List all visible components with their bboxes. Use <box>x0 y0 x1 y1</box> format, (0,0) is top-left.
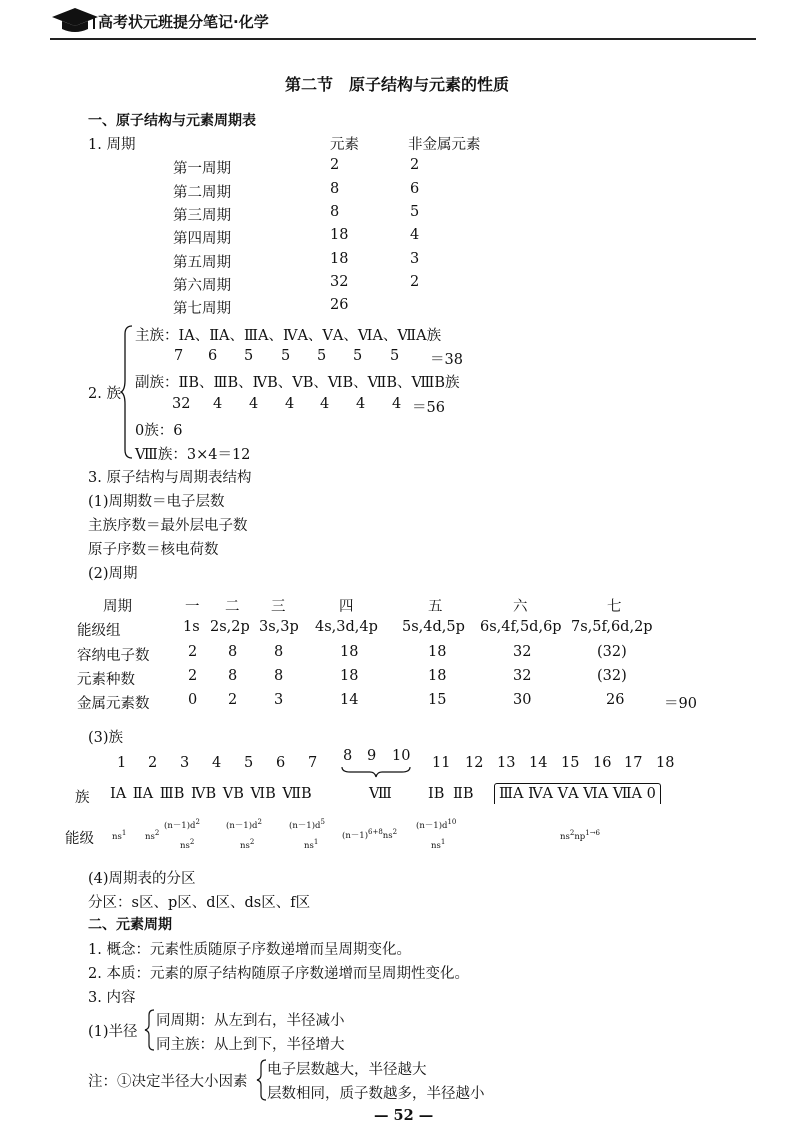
blocks-text: 分区：s区、p区、d区、ds区、f区 <box>88 895 311 911</box>
period-elements: 2 <box>330 157 340 173</box>
main-count: 5 <box>244 348 254 364</box>
part1-heading: 一、原子结构与元素周期表 <box>88 113 256 129</box>
period-nonmetal: 5 <box>410 204 420 220</box>
structure-line-3: 原子序数＝核电荷数 <box>88 542 219 558</box>
note-b: 层数相同，质子数越多，半径越小 <box>267 1086 485 1102</box>
period-elements: 8 <box>330 181 340 197</box>
family-number: 18 <box>656 755 675 771</box>
table-header-cell: 七 <box>607 599 622 615</box>
family-number: 6 <box>276 755 286 771</box>
table-cell: 4s,3d,4p <box>315 619 378 635</box>
main-count: 5 <box>281 348 291 364</box>
table-cell: 2 <box>188 644 198 660</box>
sub-count: 4 <box>285 396 295 412</box>
table-cell: 2 <box>228 692 238 708</box>
family-number: 1 <box>117 755 127 771</box>
periods-label: 1. 周期 <box>88 137 136 153</box>
level-ns1: $ns^1$ <box>112 829 127 842</box>
main-total: ＝38 <box>430 352 463 368</box>
level-d-bottom: $ns^1$ <box>431 838 446 851</box>
main-count: 5 <box>390 348 400 364</box>
table-cell: 8 <box>274 668 284 684</box>
table-cell: 32 <box>513 644 532 660</box>
family-names-mid: ⅠB ⅡB <box>428 786 474 802</box>
table-cell: 15 <box>428 692 447 708</box>
graduation-cap-icon <box>50 4 100 34</box>
period-elements: 8 <box>330 204 340 220</box>
main-count: 7 <box>174 348 184 364</box>
table-row-label: 容纳电子数 <box>77 648 150 664</box>
table-cell: 32 <box>513 668 532 684</box>
table-header-cell: 一 <box>185 599 200 615</box>
family-number: 16 <box>593 755 612 771</box>
family-row-label: 族 <box>75 790 90 806</box>
table-cell: 5s,4d,5p <box>402 619 465 635</box>
zero-group: 0族：6 <box>135 423 183 439</box>
structure-line-1: (1)周期数＝电子层数 <box>88 494 225 510</box>
table-header-cell: 四 <box>339 599 354 615</box>
period-elements: 26 <box>330 297 349 313</box>
radius-period: 同周期：从左到右，半径减小 <box>156 1013 345 1029</box>
table-header-cell: 三 <box>271 599 286 615</box>
period-name: 第六周期 <box>173 278 231 294</box>
part2-line-1: 1. 概念：元素性质随原子序数递增而呈周期变化。 <box>88 942 411 958</box>
table-cell: 8 <box>228 644 238 660</box>
section-title: 第二节 原子结构与元素的性质 <box>285 75 510 94</box>
table-cell: (32) <box>597 668 627 684</box>
sub-count: 4 <box>320 396 330 412</box>
family-number: 5 <box>244 755 254 771</box>
period-nonmetal: 2 <box>410 274 420 290</box>
table-header-cell: 二 <box>225 599 240 615</box>
table-cell: 8 <box>274 644 284 660</box>
radius-brace <box>144 1008 156 1052</box>
period-elements: 18 <box>330 227 349 243</box>
family-number: 12 <box>465 755 484 771</box>
period-elements: 18 <box>330 251 349 267</box>
period-elements: 32 <box>330 274 349 290</box>
part2-line-3: 3. 内容 <box>88 990 136 1006</box>
level-p: $ns^2np^{1\to 6}$ <box>560 829 601 842</box>
table-cell: 2 <box>188 668 198 684</box>
part2-heading: 二、元素周期 <box>88 917 172 933</box>
family-names-right: ⅢA ⅣA ⅤA ⅥA ⅦA 0 <box>494 783 661 804</box>
col-elements: 元素 <box>330 137 359 153</box>
table-total: ＝90 <box>664 696 697 712</box>
table-cell: 7s,5f,6d,2p <box>571 619 653 635</box>
main-count: 5 <box>317 348 327 364</box>
sub-groups: 副族：ⅡB、ⅢB、ⅣB、ⅤB、ⅥB、ⅦB、ⅧB族 <box>135 375 460 391</box>
note-label: 注：①决定半径大小因素 <box>88 1074 248 1090</box>
viii-brace <box>340 765 412 779</box>
period-name: 第七周期 <box>173 301 231 317</box>
table-cell: 18 <box>428 668 447 684</box>
table-header-cell: 五 <box>428 599 443 615</box>
period-name: 第三周期 <box>173 208 231 224</box>
family-number: 11 <box>432 755 451 771</box>
table-cell: (32) <box>597 644 627 660</box>
family-number: 2 <box>148 755 158 771</box>
family-number: 10 <box>392 748 411 764</box>
table-cell: 14 <box>340 692 359 708</box>
level-d-top: $(n-1)d^5$ <box>289 818 325 831</box>
header-rule <box>50 38 756 40</box>
table-row-label: 元素种数 <box>77 672 135 688</box>
sub-count: 4 <box>249 396 259 412</box>
family-number: 3 <box>180 755 190 771</box>
sub-count: 4 <box>356 396 366 412</box>
structure-line-2: 主族序数＝最外层电子数 <box>88 518 248 534</box>
family-number: 7 <box>308 755 318 771</box>
family-viii: Ⅷ <box>369 786 392 802</box>
main-count: 5 <box>353 348 363 364</box>
main-groups: 主族：ⅠA、ⅡA、ⅢA、ⅣA、ⅤA、ⅥA、ⅦA族 <box>135 328 442 344</box>
family-number: 13 <box>497 755 516 771</box>
level-d-bottom: $ns^2$ <box>240 838 255 851</box>
period-name: 第一周期 <box>173 161 231 177</box>
radius-group: 同主族：从上到下，半径增大 <box>156 1037 345 1053</box>
period-nonmetal: 6 <box>410 181 420 197</box>
table-cell: 18 <box>428 644 447 660</box>
note-a: 电子层数越大，半径越大 <box>267 1062 427 1078</box>
table-cell: 1s <box>183 619 200 635</box>
period-nonmetal: 4 <box>410 227 420 243</box>
period-nonmetal: 2 <box>410 157 420 173</box>
main-count: 6 <box>208 348 218 364</box>
level-d-top: $(n-1)d^{10}$ <box>416 818 457 831</box>
table-cell: 8 <box>228 668 238 684</box>
table-cell: 3 <box>274 692 284 708</box>
period-nonmetal: 3 <box>410 251 420 267</box>
table-cell: 6s,4f,5d,6p <box>480 619 562 635</box>
period-name: 第五周期 <box>173 255 231 271</box>
part2-line-2: 2. 本质：元素的原子结构随原子序数递增而呈周期性变化。 <box>88 966 469 982</box>
level-label: 能级 <box>65 831 94 847</box>
table-cell: 18 <box>340 644 359 660</box>
level-d-top: $(n-1)d^2$ <box>164 818 200 831</box>
table-header-cell: 周期 <box>103 599 132 615</box>
structure-label: 3. 原子结构与周期表结构 <box>88 470 252 486</box>
family-number: 14 <box>529 755 548 771</box>
level-d-top: $(n-1)d^2$ <box>226 818 262 831</box>
structure-line-4: (2)周期 <box>88 566 138 582</box>
table-row-label: 能级组 <box>77 623 121 639</box>
table-header-cell: 六 <box>513 599 528 615</box>
level-ns2: $ns^2$ <box>145 829 160 842</box>
family-number: 17 <box>624 755 643 771</box>
level-viii: $(n-1)^{6+8}ns^2$ <box>342 828 398 841</box>
family-number: 4 <box>212 755 222 771</box>
sub-total: ＝56 <box>412 400 445 416</box>
family-number: 8 <box>343 748 353 764</box>
blocks-label: (4)周期表的分区 <box>88 871 196 887</box>
family-names-left: ⅠA ⅡA ⅢB ⅣB ⅤB ⅥB ⅦB <box>110 786 312 802</box>
radius-label: (1)半径 <box>88 1024 138 1040</box>
family-number: 15 <box>561 755 580 771</box>
level-d-bottom: $ns^2$ <box>180 838 195 851</box>
groups-label: 2. 族 <box>88 386 121 402</box>
eight-group: Ⅷ族：3×4＝12 <box>135 447 251 463</box>
table-cell: 18 <box>340 668 359 684</box>
header-title: 高考状元班提分笔记·化学 <box>98 13 269 31</box>
period-name: 第二周期 <box>173 185 231 201</box>
families-label: (3)族 <box>88 730 124 746</box>
table-cell: 2s,2p <box>210 619 250 635</box>
table-row-label: 金属元素数 <box>77 696 150 712</box>
table-cell: 3s,3p <box>259 619 299 635</box>
table-cell: 0 <box>188 692 198 708</box>
level-d-bottom: $ns^1$ <box>304 838 319 851</box>
groups-brace <box>120 324 134 460</box>
sub-count: 4 <box>392 396 402 412</box>
table-cell: 26 <box>606 692 625 708</box>
table-cell: 30 <box>513 692 532 708</box>
period-name: 第四周期 <box>173 231 231 247</box>
col-nonmetal: 非金属元素 <box>408 137 481 153</box>
page-number: — 52 — <box>374 1107 434 1124</box>
sub-count: 4 <box>213 396 223 412</box>
family-number: 9 <box>367 748 377 764</box>
sub-count: 32 <box>172 396 191 412</box>
